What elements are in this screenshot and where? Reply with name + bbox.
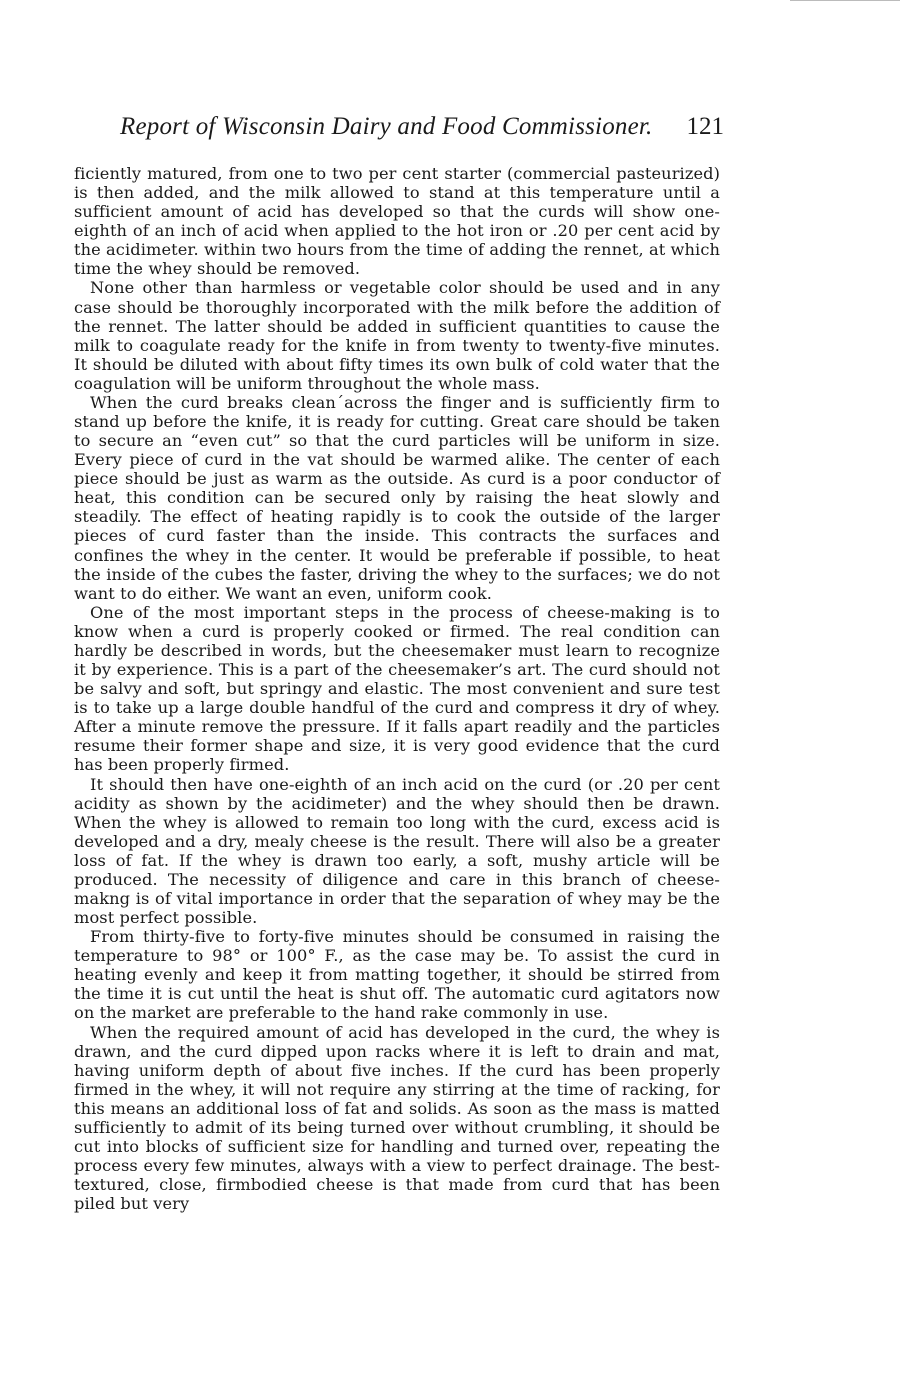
paragraph-3: When the curd breaks clean´across the finger and is sufficiently firm to stand up before the knife, it is ready for cutting. Great care should be taken to secure an “even cut” so that the curd particles will be uniform in size. Every piece of curd in the vat should be warmed alike. The center of each piece should be just as warm as the outside. As curd is a poor conductor of heat, this condition can be secured only by raising the heat slowly and steadily. The effect of heating rapidly is to cook the outside of the larger pieces of curd faster than the inside. This contracts the surfaces and confines the whey in the center. It would be preferable if possible, to heat the inside of the cubes the faster, driving the whey to the surfaces; we do not want to do either. We want an even, uniform cook.: [74, 392, 720, 603]
paragraph-4: One of the most important steps in the process of cheese-making is to know when a curd is properly cooked or firmed. The real condition can hardly be described in words, but the cheesemaker must learn to recognize it by experience. This is a part of the cheesemaker’s art. The curd should not be salvy and soft, but springy and elastic. The most convenient and sure test is to take up a large double handful of the curd and compress it dry of whey. After a minute remove the pressure. If it falls apart readily and the particles resume their former shape and size, it is very good evidence that the curd has been properly firmed.: [74, 602, 720, 775]
page-number: 121: [686, 113, 724, 140]
running-header: [74, 113, 724, 141]
running-title: Report of Wisconsin Dairy and Food Commissioner.: [120, 113, 653, 140]
paragraph-6: From thirty-five to forty-five minutes should be consumed in raising the temperature to 98° or 100° F., as the case may be. To assist the curd in heating evenly and keep it from matting together, it should be stirred from the time it is cut until the heat is shut off. The automatic curd agitators now on the market are preferable to the hand rake commonly in use.: [74, 927, 720, 1023]
paragraph-5: It should then have one-eighth of an inch acid on the curd (or .20 per cent acidity as shown by the acidimeter) and the whey should then be drawn. When the whey is allowed to remain too long with the curd, excess acid is developed and a dry, mealy cheese is the result. There will also be a greater loss of fat. If the whey is drawn too early, a soft, mushy article will be produced. The necessity of diligence and care in this branch of cheese-makng is of vital importance in order that the separation of whey may be the most perfect possible.: [74, 774, 720, 928]
page-edge-line: [790, 0, 900, 1]
paragraph-7: When the required amount of acid has developed in the curd, the whey is drawn, and the curd dipped upon racks where it is left to drain and mat, having uniform depth of about five inches. If the curd has been properly firmed in the whey, it will not require any stirring at the time of racking, for this means an additional loss of fat and solids. As soon as the mass is matted sufficiently to admit of its being turned over without crumbling, it should be cut into blocks of sufficient size for handling and turned over, repeating the process every few minutes, always with a view to perfect drainage. The best-textured, close, firmbodied cheese is that made from curd that has been piled but very: [74, 1022, 720, 1214]
paragraph-2: None other than harmless or vegetable color should be used and in any case should be thoroughly incorporated with the milk before the addition of the rennet. The latter should be added in sufficient quantities to cause the milk to coagulate ready for the knife in from twenty to twenty-five minutes. It should be diluted with about fifty times its own bulk of cold water that the coagulation will be uniform throughout the whole mass.: [74, 278, 720, 393]
paragraph-1: ficiently matured, from one to two per cent starter (commercial pasteurized) is then added, and the milk allowed to stand at this temperature until a sufficient amount of acid has developed so that the curds will show one-eighth of an inch of acid when applied to the hot iron or .20 per cent acid by the acidimeter. within two hours from the time of adding the rennet, at which time the whey should be removed.: [74, 164, 721, 279]
body-text: [74, 164, 720, 1213]
